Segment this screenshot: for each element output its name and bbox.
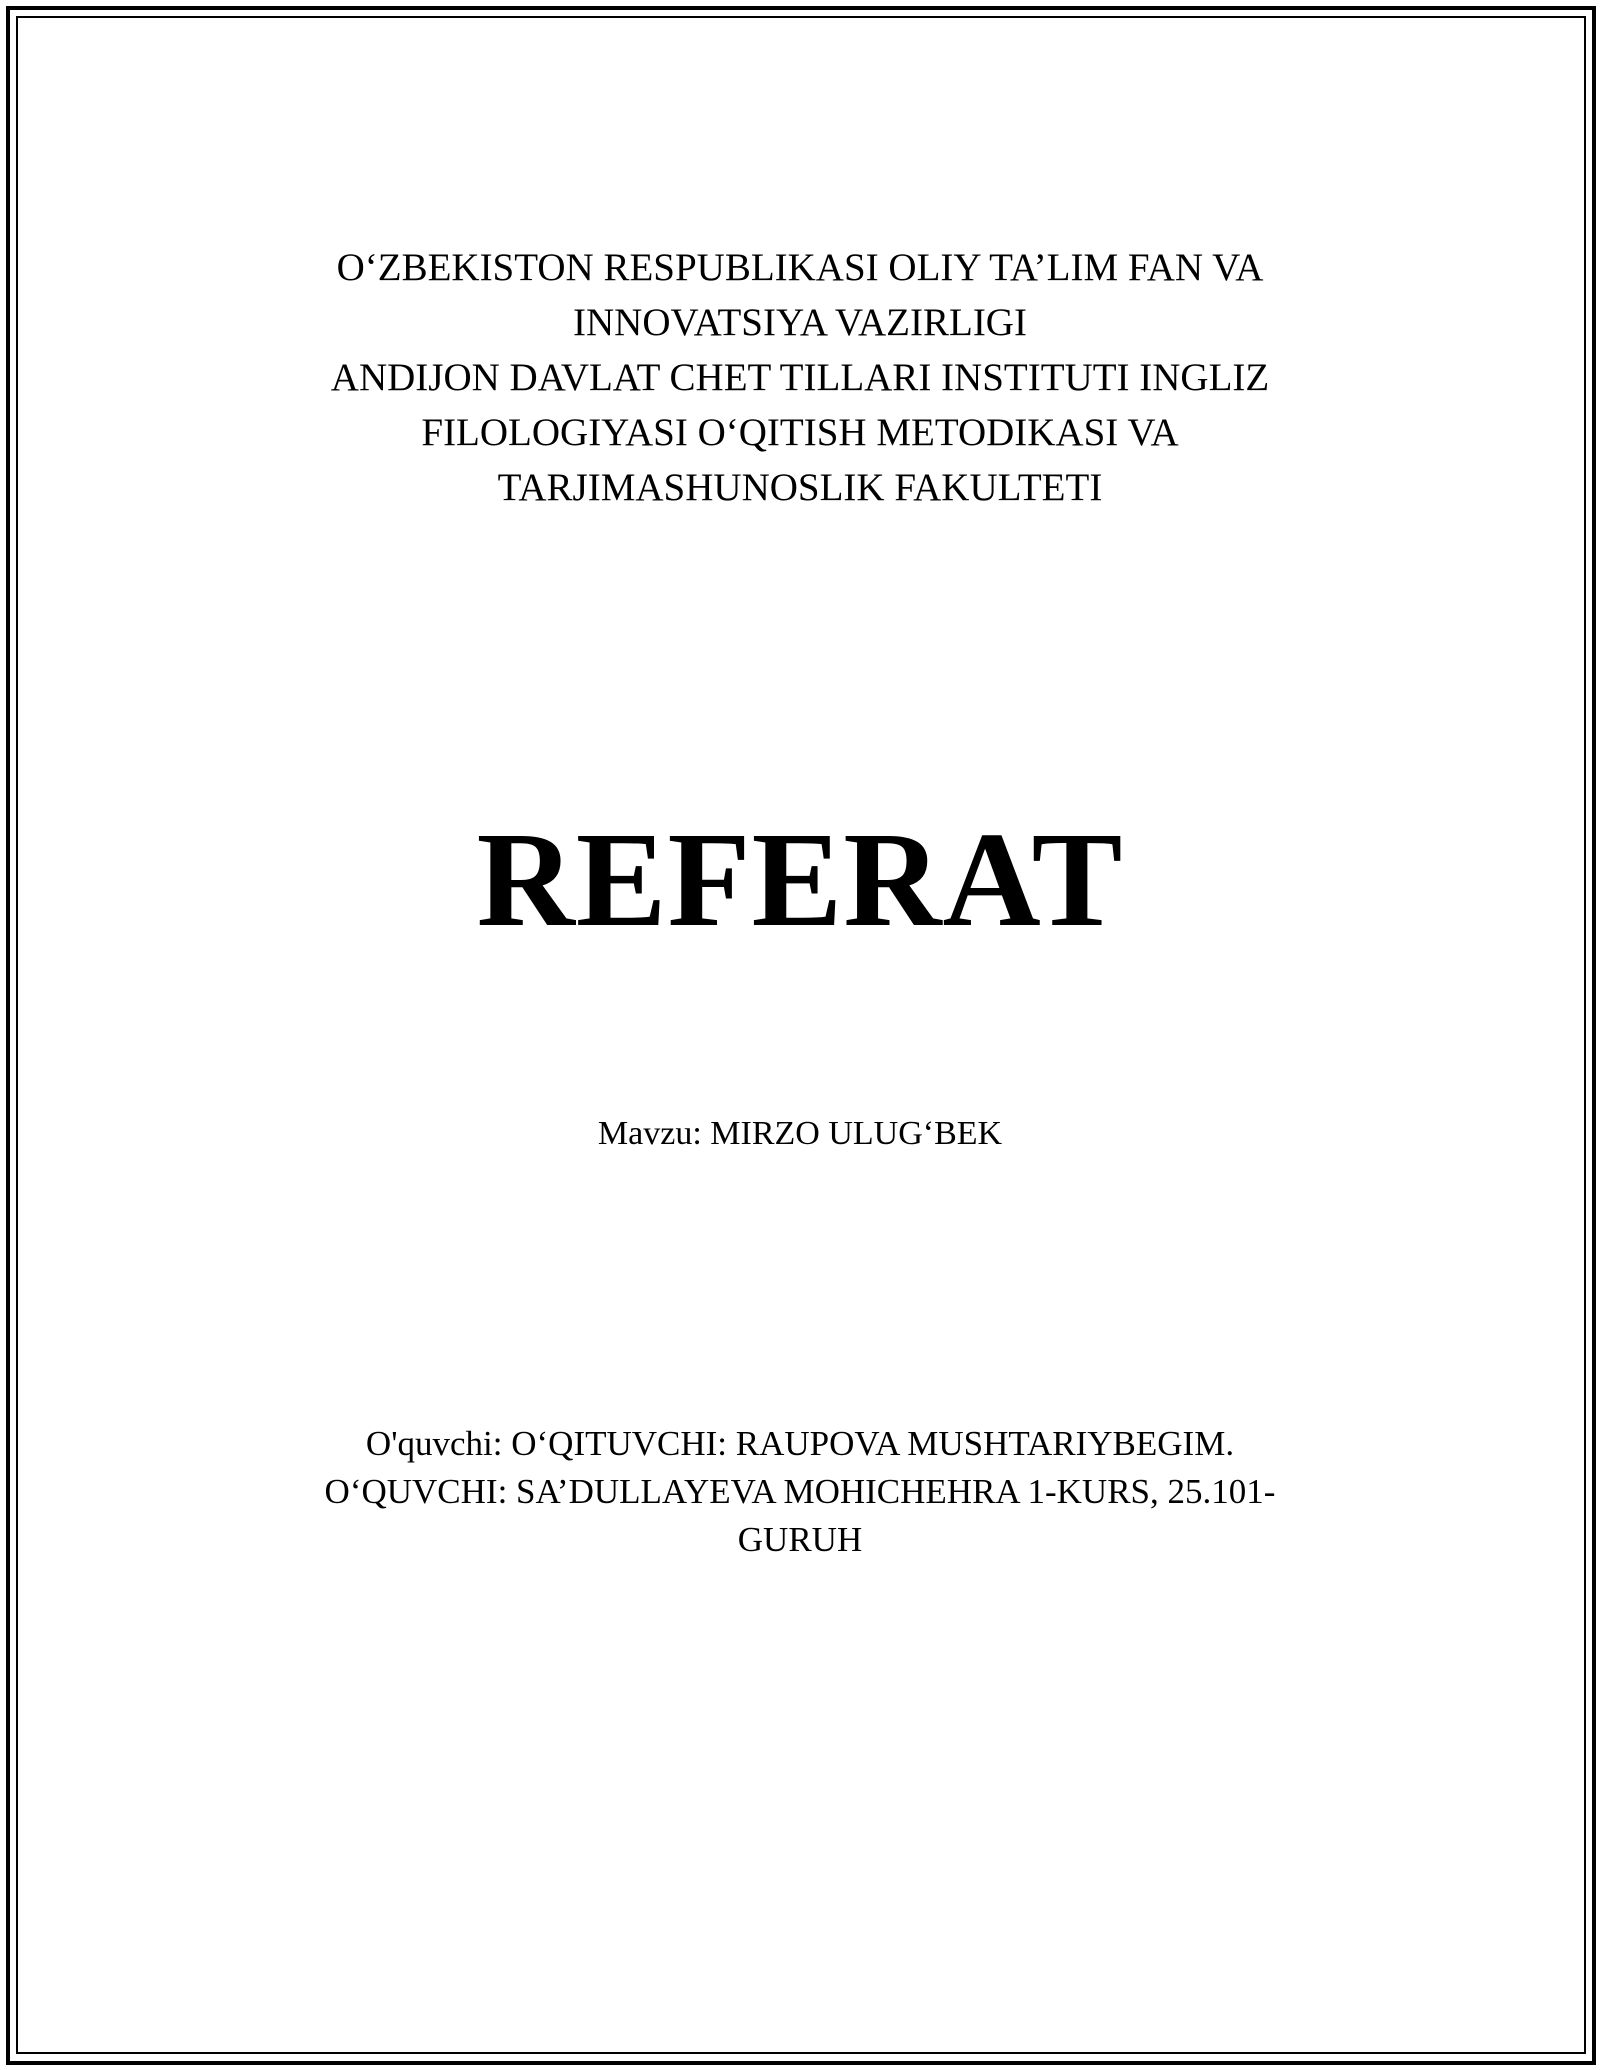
- author-line-2: O‘QUVCHI: SA’DULLAYEVA MOHICHEHRA 1-KURS, 25.101-: [324, 1472, 1276, 1511]
- header-line-4: FILOLOGIYASI O‘QITISH METODIKASI VA: [421, 411, 1179, 454]
- author-line-3: GURUH: [737, 1520, 863, 1559]
- document-title: REFERAT: [476, 805, 1124, 955]
- author-block: [200, 1420, 1400, 1564]
- author-line-1: O'quvchi: O‘QITUVCHI: RAUPOVA MUSHTARIYBEGIM.: [365, 1424, 1235, 1463]
- topic-line: Mavzu: MIRZO ULUG‘BEK: [597, 1115, 1003, 1152]
- institution-header: [200, 240, 1400, 515]
- header-line-5: TARJIMASHUNOSLIK FAKULTETI: [497, 466, 1103, 509]
- header-line-1: O‘ZBEKISTON RESPUBLIKASI OLIY TA’LIM FAN VA: [336, 246, 1264, 289]
- header-line-3: ANDIJON DAVLAT CHET TILLARI INSTITUTI INGLIZ: [330, 356, 1270, 399]
- header-line-2: INNOVATSIYA VAZIRLIGI: [573, 301, 1027, 344]
